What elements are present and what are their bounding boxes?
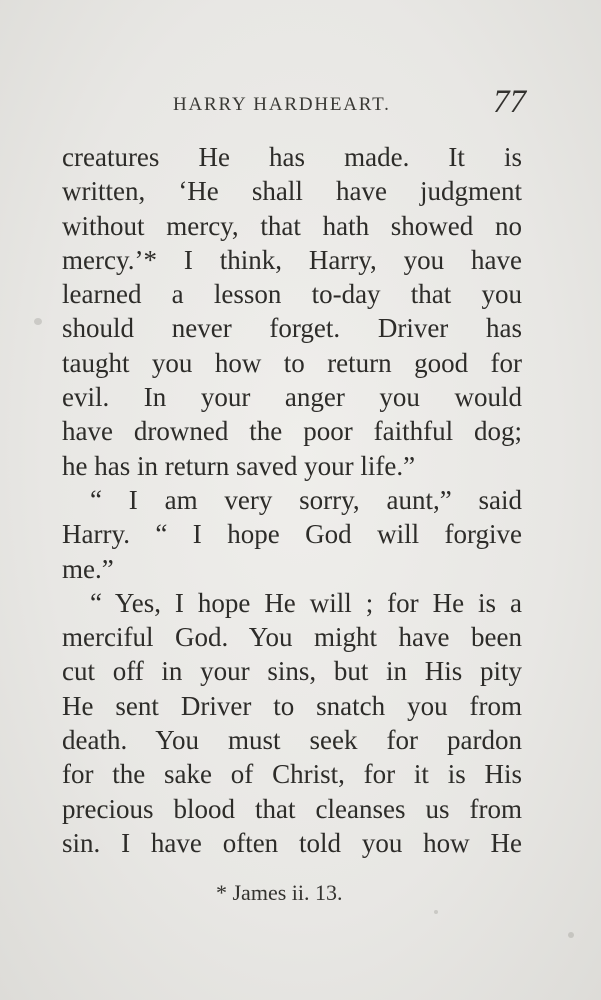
text-line: cut off in your sins, but in His pity	[62, 656, 522, 687]
text-line: “ I am very sorry, aunt,” said	[90, 484, 522, 515]
text-line: me.”	[62, 553, 114, 584]
paper-speck	[568, 932, 574, 938]
text-line: without mercy, that hath showed no	[62, 210, 522, 241]
text-line: “ Yes, I hope He will ; for He is a	[90, 587, 522, 618]
text-line: creatures He has made. It is	[62, 142, 522, 172]
page-header	[62, 84, 526, 128]
text-line: sin. I have often told you how He	[62, 827, 522, 858]
text-line: Harry. “ I hope God will forgive	[62, 519, 522, 550]
footnote: * James ii. 13.	[216, 880, 343, 905]
text-line: learned a lesson to-day that you	[62, 279, 522, 310]
text-line: evil. In your anger you would	[62, 382, 522, 413]
body-text	[62, 140, 522, 860]
running-title: HARRY HARDHEART.	[173, 94, 391, 115]
page-number: 77	[493, 84, 526, 120]
text-line: for the sake of Christ, for it is His	[62, 759, 522, 790]
text-line: precious blood that cleanses us from	[62, 793, 522, 824]
text-line: mercy.’* I think, Harry, you have	[62, 244, 522, 275]
text-line: death. You must seek for pardon	[62, 725, 522, 756]
text-line: merciful God. You might have been	[62, 622, 522, 653]
text-line: He sent Driver to snatch you from	[62, 690, 522, 721]
text-line: taught you how to return good for	[62, 347, 522, 378]
text-line: should never forget. Driver has	[62, 313, 522, 344]
text-line: he has in return saved your life.”	[62, 450, 416, 481]
paper-speck	[434, 910, 438, 914]
paper-speck	[34, 318, 42, 325]
text-line: have drowned the poor faithful dog;	[62, 416, 522, 447]
text-line: written, ‘He shall have judgment	[62, 176, 522, 207]
